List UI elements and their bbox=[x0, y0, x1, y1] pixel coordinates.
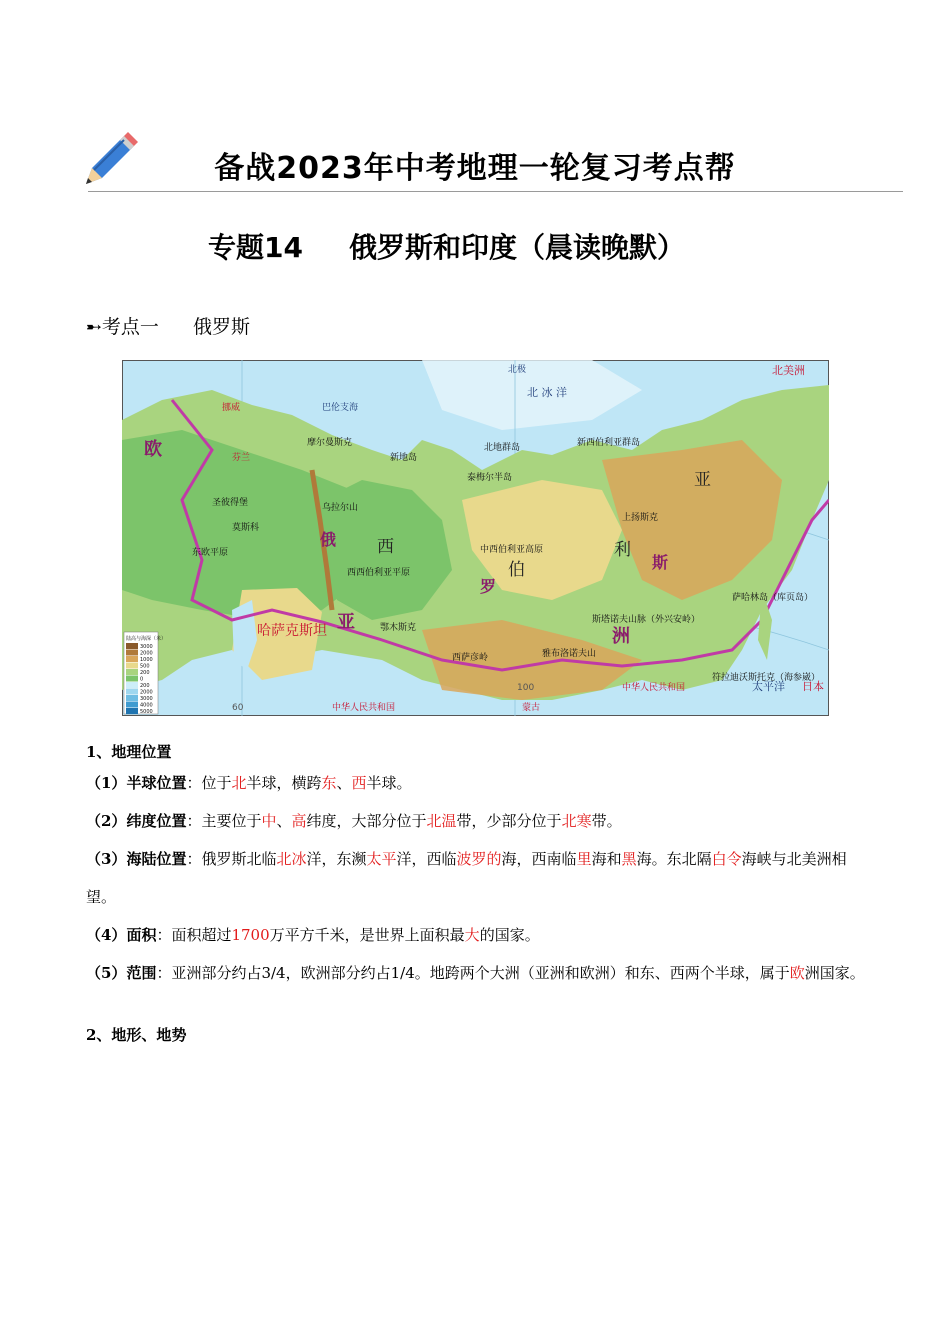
map-label-new-siberian: 新西伯利亚群岛 bbox=[577, 438, 641, 448]
body-text: 纬度，大部分位于 bbox=[306, 812, 427, 830]
highlight-text: 北 bbox=[231, 774, 247, 792]
map-label-east-european: 东欧平原 bbox=[192, 548, 229, 558]
legend-value: 2000 bbox=[140, 689, 153, 696]
highlight-text: 欧 bbox=[789, 964, 805, 982]
highlight-text: 波罗的 bbox=[456, 850, 502, 868]
highlight-text: 北寒 bbox=[561, 812, 592, 830]
legend-swatch bbox=[126, 695, 138, 701]
map-label-china: 中华人民共和国 bbox=[622, 683, 686, 693]
body-text: 洋，东濒 bbox=[306, 850, 367, 868]
map-label-norway: 挪威 bbox=[222, 403, 241, 413]
location-item bbox=[86, 764, 876, 802]
page-subtitle bbox=[208, 226, 808, 266]
map-label-russia-2: 罗 bbox=[480, 577, 497, 596]
map-label-taymyr: 泰梅尔半岛 bbox=[467, 473, 513, 483]
map-label-arctic-ocean: 北 冰 洋 bbox=[527, 386, 567, 399]
map-label-russia-3: 斯 bbox=[652, 553, 669, 572]
legend-swatch bbox=[126, 689, 138, 695]
legend-swatch bbox=[126, 682, 138, 688]
map-label-pacific: 太平洋 bbox=[752, 680, 785, 693]
item-label: 半球位置 bbox=[126, 774, 187, 792]
legend-swatch bbox=[126, 669, 138, 675]
body-text: 海峡与北美洲相望。 bbox=[86, 850, 847, 906]
body-text: ：主要位于 bbox=[186, 812, 262, 830]
item-number: （5） bbox=[86, 964, 127, 982]
body-text: ：亚洲部分约占3/4，欧洲部分约占1/4。地跨两个大洲（亚洲和欧洲）和东、西两个半球，属于 bbox=[156, 964, 790, 982]
map-label-vladivostok: 符拉迪沃斯托克（海参崴） bbox=[712, 673, 821, 683]
body-text: 半球，横跨 bbox=[246, 774, 322, 792]
map-label-japan: 日本 bbox=[802, 680, 824, 693]
map-label-china-west: 中华人民共和国 bbox=[332, 703, 396, 713]
legend-swatch bbox=[126, 663, 138, 669]
body-text: ：位于 bbox=[186, 774, 232, 792]
map-label-russia-1: 俄 bbox=[320, 530, 337, 549]
map-label-st-petersburg: 圣彼得堡 bbox=[212, 498, 249, 508]
legend-value: 200 bbox=[140, 670, 150, 676]
legend-swatch bbox=[126, 650, 138, 656]
legend-value: 3000 bbox=[140, 644, 153, 650]
highlight-text: 北温 bbox=[426, 812, 457, 830]
highlight-text: 西 bbox=[351, 774, 367, 792]
legend-value: 5000 bbox=[140, 709, 153, 715]
location-item bbox=[86, 802, 876, 840]
highlight-text: 太平 bbox=[366, 850, 397, 868]
map-label-finland: 芬兰 bbox=[232, 453, 251, 463]
map-label-lon-60: 60 bbox=[232, 703, 244, 713]
body-text: 洋，西临 bbox=[396, 850, 457, 868]
map-label-central-siberian: 中西伯利亚高原 bbox=[480, 545, 544, 555]
item-label: 纬度位置 bbox=[126, 812, 187, 830]
item-number: （1） bbox=[86, 774, 127, 792]
legend-swatch bbox=[126, 643, 138, 649]
body-text: 海。东北隔 bbox=[636, 850, 712, 868]
map-label-novaya-zemlya: 新地岛 bbox=[390, 453, 418, 463]
highlight-text: 里 bbox=[576, 850, 592, 868]
subtitle-main: 俄罗斯和印度（晨读晚默） bbox=[348, 231, 685, 264]
map-label-siberia-4: 亚 bbox=[694, 470, 711, 490]
item-number: （2） bbox=[86, 812, 127, 830]
body-text: ：面积超过 bbox=[156, 926, 232, 944]
item-label: 海陆位置 bbox=[126, 850, 187, 868]
map-label-siberia-3: 利 bbox=[614, 540, 631, 560]
map-label-siberia-2: 伯 bbox=[508, 560, 525, 580]
legend-swatch bbox=[126, 676, 138, 682]
body-text: 带。 bbox=[591, 812, 622, 830]
body-text: 海和 bbox=[591, 850, 622, 868]
map-label-kazakhstan: 哈萨克斯坦 bbox=[257, 623, 327, 639]
legend-value: 500 bbox=[140, 663, 150, 670]
map-label-stanovoy: 斯塔诺夫山脉（外兴安岭） bbox=[592, 615, 701, 625]
map-label-north-america: 北美洲 bbox=[772, 364, 805, 377]
item-number: （4） bbox=[86, 926, 127, 944]
legend-swatch bbox=[126, 702, 138, 708]
legend-value: 4000 bbox=[140, 702, 153, 709]
russia-map bbox=[122, 360, 829, 716]
highlight-text: 黑 bbox=[621, 850, 637, 868]
item-label: 范围 bbox=[126, 964, 157, 982]
map-label-severnaya-zemlya: 北地群岛 bbox=[484, 443, 521, 453]
map-legend-title: 陆高与海深（米） bbox=[126, 636, 167, 642]
body-text: 的国家。 bbox=[479, 926, 540, 944]
body-text: 海，西南临 bbox=[501, 850, 577, 868]
legend-value: 3000 bbox=[140, 696, 153, 702]
section-heading bbox=[86, 312, 250, 339]
legend-value: 2000 bbox=[140, 650, 153, 657]
highlight-text: 大 bbox=[464, 926, 480, 944]
highlight-text: 中 bbox=[261, 812, 277, 830]
map-label-mongolia: 蒙古 bbox=[522, 703, 541, 713]
location-item bbox=[86, 954, 876, 992]
map-label-asia-2: 洲 bbox=[612, 626, 630, 647]
map-label-west-siberian-plain: 西西伯利亚平原 bbox=[347, 568, 411, 578]
map-label-ural: 乌拉尔山 bbox=[322, 503, 359, 513]
heading-terrain: 2、地形、地势 bbox=[86, 1026, 187, 1044]
body-text: 半球。 bbox=[366, 774, 412, 792]
location-item bbox=[86, 916, 876, 954]
highlight-text: 北冰 bbox=[276, 850, 307, 868]
map-label-asia-1: 亚 bbox=[337, 612, 355, 633]
body-text: ：俄罗斯北临 bbox=[186, 850, 277, 868]
legend-value: 0 bbox=[140, 676, 144, 683]
legend-swatch bbox=[126, 656, 138, 662]
legend-swatch bbox=[126, 708, 138, 714]
arrow-icon: ➸ bbox=[86, 316, 102, 338]
item-label: 面积 bbox=[126, 926, 157, 944]
map-label-murmansk: 摩尔曼斯克 bbox=[307, 438, 353, 448]
map-label-sakhalin: 萨哈林岛（库页岛） bbox=[732, 593, 814, 603]
map-label-yablonovy: 雅布洛诺夫山 bbox=[542, 649, 597, 659]
item-number: （3） bbox=[86, 850, 127, 868]
section-label: 考点一 bbox=[101, 316, 159, 338]
subtitle-prefix: 专题14 bbox=[208, 231, 303, 264]
body-text: 洲国家。 bbox=[804, 964, 865, 982]
body-text: 、 bbox=[336, 774, 352, 792]
map-label-siberia-1: 西 bbox=[377, 537, 394, 557]
header-rule bbox=[88, 191, 903, 192]
highlight-text: 东 bbox=[321, 774, 337, 792]
highlight-text: 高 bbox=[291, 812, 307, 830]
map-label-west-sayan: 西萨彦岭 bbox=[452, 653, 489, 663]
map-label-verkhoyansk: 上扬斯克 bbox=[622, 513, 659, 523]
body-text: 、 bbox=[276, 812, 292, 830]
body-text: 带，少部分位于 bbox=[456, 812, 562, 830]
location-item bbox=[86, 840, 876, 916]
map-label-omsk: 鄂木斯克 bbox=[380, 623, 417, 633]
heading-location: 1、地理位置 bbox=[86, 743, 172, 761]
highlight-text: 1700 bbox=[231, 926, 270, 944]
page-title: 备战2023年中考地理一轮复习考点帮 bbox=[214, 151, 736, 186]
legend-value: 1000 bbox=[140, 657, 153, 663]
map-label-moscow: 莫斯科 bbox=[232, 523, 260, 533]
section-name: 俄罗斯 bbox=[192, 316, 250, 338]
highlight-text: 白令 bbox=[711, 850, 742, 868]
map-label-lon-100: 100 bbox=[517, 683, 535, 693]
body-text: 万平方千米，是世界上面积最 bbox=[269, 926, 465, 944]
map-label-barents: 巴伦支海 bbox=[322, 403, 359, 413]
map-label-europe: 欧 bbox=[144, 439, 162, 460]
map-label-north-pole: 北极 bbox=[508, 365, 527, 375]
legend-value: 200 bbox=[140, 683, 150, 689]
